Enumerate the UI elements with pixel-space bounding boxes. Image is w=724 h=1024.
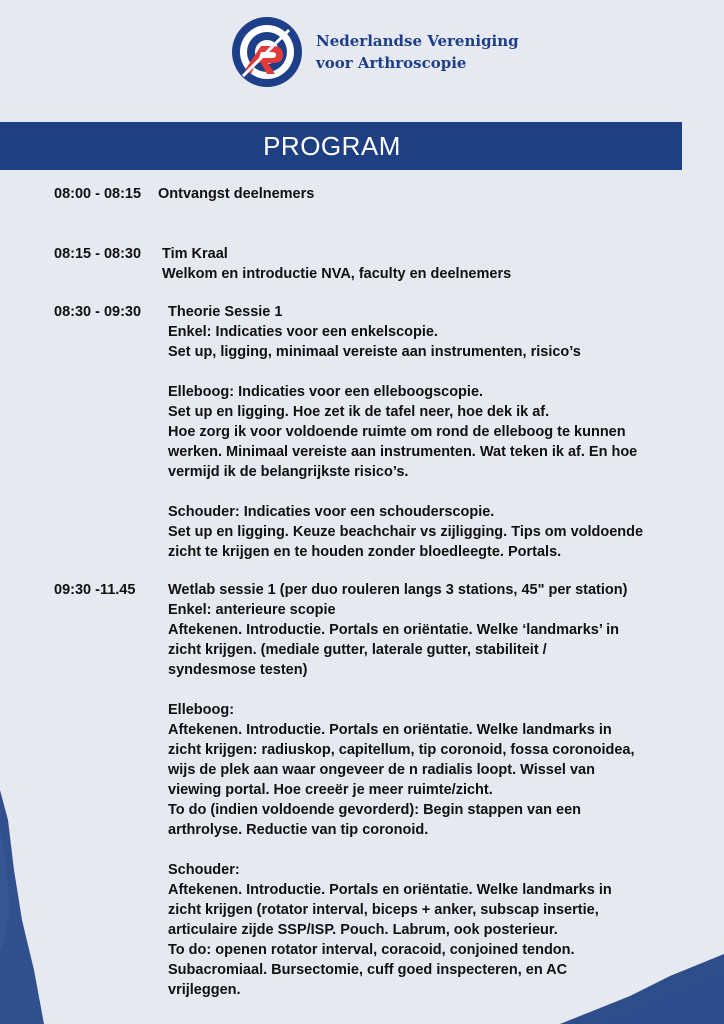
- schedule-line: viewing portal. Hoe creeër je meer ruimte/zicht.: [168, 782, 493, 798]
- nva-logo-icon: [231, 16, 303, 88]
- schedule-line: syndesmose testen): [168, 662, 308, 678]
- schedule-line: Hoe zorg ik voor voldoende ruimte om rond de elleboog te kunnen: [168, 424, 626, 440]
- schedule-item: [54, 580, 704, 1000]
- schedule-item: [54, 184, 704, 204]
- schedule-line: Aftekenen. Introductie. Portals en oriëntatie. Welke landmarks in: [168, 882, 612, 898]
- program-title: PROGRAM: [263, 130, 401, 161]
- schedule-line: Wetlab sessie 1 (per duo rouleren langs 3 stations, 45" per station): [168, 582, 628, 598]
- schedule-line: Subacromiaal. Bursectomie, cuff goed inspecteren, en AC: [168, 962, 568, 978]
- schedule-line: zicht te krijgen en te houden zonder bloedleegte. Portals.: [168, 544, 562, 560]
- schedule-line: Enkel: Indicaties voor een enkelscopie.: [168, 324, 438, 340]
- brush-stroke-left: [0, 790, 50, 1024]
- schedule-line: Enkel: anterieure scopie: [168, 602, 336, 618]
- schedule-line: Aftekenen. Introductie. Portals en oriëntatie. Welke ‘landmarks’ in: [168, 622, 619, 638]
- program-banner: [0, 122, 682, 170]
- schedule-line: zicht krijgen. (mediale gutter, laterale gutter, stabiliteit /: [168, 642, 547, 658]
- schedule-content: [168, 302, 704, 562]
- schedule-line: Schouder: Indicaties voor een schouderscopie.: [168, 504, 495, 520]
- schedule-line: Schouder:: [168, 862, 240, 878]
- schedule-line: articulaire zijde SSP/ISP. Pouch. Labrum, ook posterieur.: [168, 922, 558, 938]
- schedule-line: Ontvangst deelnemers: [158, 186, 315, 202]
- schedule-time: 09:30 -11.45: [54, 582, 136, 598]
- schedule-line: zicht krijgen: radiuskop, capitellum, tip coronoid, fossa coronoidea,: [168, 742, 635, 758]
- schedule-line: Set up, ligging, minimaal vereiste aan instrumenten, risico’s: [168, 344, 581, 360]
- schedule-line: werken. Minimaal vereiste aan instrumenten. Wat teken ik af. En hoe: [168, 444, 638, 460]
- organization-name-line2: voor Arthroscopie: [316, 54, 467, 72]
- schedule-line: Tim Kraal: [162, 246, 228, 262]
- schedule-time: 08:15 - 08:30: [54, 246, 142, 262]
- schedule-line: Welkom en introductie NVA, faculty en deelnemers: [162, 266, 512, 282]
- schedule-item: [54, 302, 704, 562]
- program-schedule: [54, 184, 704, 1000]
- schedule-line: To do (indien voldoende gevorderd): Begin stappen van een: [168, 802, 582, 818]
- schedule-time: 08:00 - 08:15: [54, 186, 142, 202]
- schedule-line: vermijd ik de belangrijkste risico’s.: [168, 464, 409, 480]
- schedule-line: vrijleggen.: [168, 982, 241, 998]
- schedule-content: [158, 184, 704, 204]
- schedule-line: To do: openen rotator interval, coracoid, conjoined tendon.: [168, 942, 575, 958]
- schedule-line: Set up en ligging. Hoe zet ik de tafel neer, hoe dek ik af.: [168, 404, 550, 420]
- schedule-content: [168, 580, 704, 1000]
- schedule-line: wijs de plek aan waar ongeveer de n radialis loopt. Wissel van: [168, 762, 595, 778]
- schedule-line: arthrolyse. Reductie van tip coronoid.: [168, 822, 429, 838]
- schedule-line: Theorie Sessie 1: [168, 304, 283, 320]
- schedule-line: Set up en ligging. Keuze beachchair vs zijligging. Tips om voldoende: [168, 524, 644, 540]
- schedule-line: zicht krijgen (rotator interval, biceps + anker, subscap insertie,: [168, 902, 599, 918]
- schedule-line: Elleboog:: [168, 702, 235, 718]
- organization-name-line1: Nederlandse Vereniging: [316, 32, 519, 50]
- schedule-item: [54, 244, 704, 284]
- schedule-line: Aftekenen. Introductie. Portals en oriëntatie. Welke landmarks in: [168, 722, 612, 738]
- schedule-content: [162, 244, 704, 284]
- organization-name: [316, 30, 519, 74]
- schedule-time: 08:30 - 09:30: [54, 304, 142, 320]
- schedule-line: Elleboog: Indicaties voor een elleboogscopie.: [168, 384, 484, 400]
